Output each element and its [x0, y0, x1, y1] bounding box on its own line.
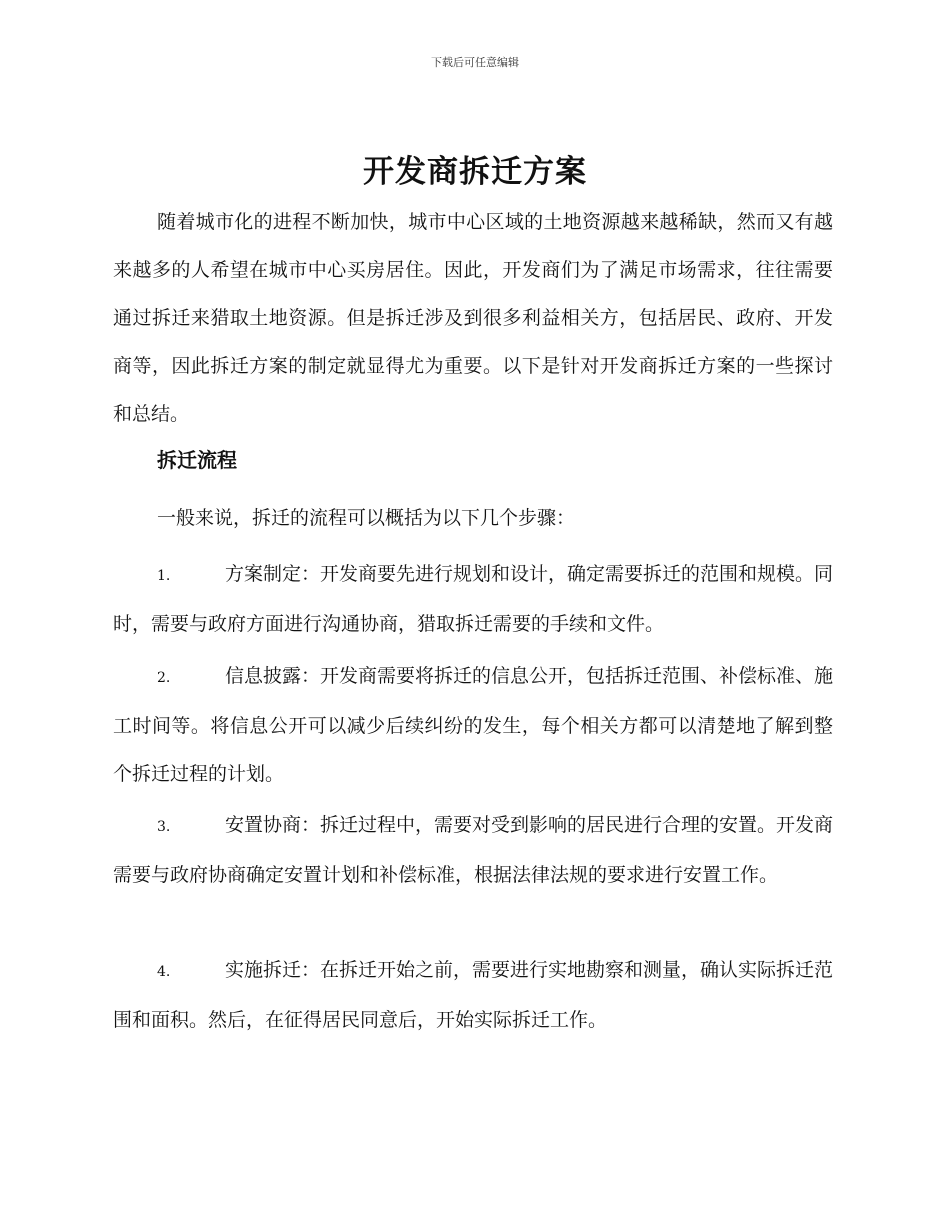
step-item-1 [113, 550, 833, 648]
step-text: 信息披露：开发商需要将拆迁的信息公开，包括拆迁范围、补偿标准、施工时间等。将信息公开可以减少后续纠纷的发生，每个相关方都可以清楚地了解到整个拆迁过程的计划。 [113, 665, 834, 785]
step-text: 实施拆迁：在拆迁开始之前，需要进行实地勘察和测量，确认实际拆迁范围和面积。然后，在征得居民同意后，开始实际拆迁工作。 [113, 959, 834, 1031]
step-number: 2. [157, 670, 171, 686]
step-number: 4. [157, 964, 171, 980]
step-item-2 [113, 652, 833, 798]
step-number: 1. [157, 568, 171, 584]
lead-paragraph: 一般来说，拆迁的流程可以概括为以下几个步骤： [157, 507, 576, 529]
document-title: 开发商拆迁方案 [363, 154, 587, 190]
intro-paragraph: 随着城市化的进程不断加快，城市中心区域的土地资源越来越稀缺，然而又有越来越多的人希望在城市中心买房居住。因此，开发商们为了满足市场需求，往往需要通过拆迁来猎取土地资源。但是拆迁涉及到很多利益相关方，包括居民、政府、开发商等，因此拆迁方案的制定就显得尤为重要。以下是针对开发商拆迁方案的一些探讨和总结。 [113, 211, 833, 425]
step-number: 3. [157, 819, 171, 835]
step-text: 安置协商：拆迁过程中，需要对受到影响的居民进行合理的安置。开发商需要与政府协商确定安置计划和补偿标准，根据法律法规的要求进行安置工作。 [113, 814, 834, 886]
step-text: 方案制定：开发商要先进行规划和设计，确定需要拆迁的范围和规模。同时，需要与政府方面进行沟通协商，猎取拆迁需要的手续和文件。 [113, 563, 834, 635]
step-item-4 [113, 946, 833, 1044]
section-heading: 拆迁流程 [157, 448, 237, 472]
step-item-3 [113, 801, 833, 899]
header-note: 下载后可任意编辑 [431, 56, 519, 69]
